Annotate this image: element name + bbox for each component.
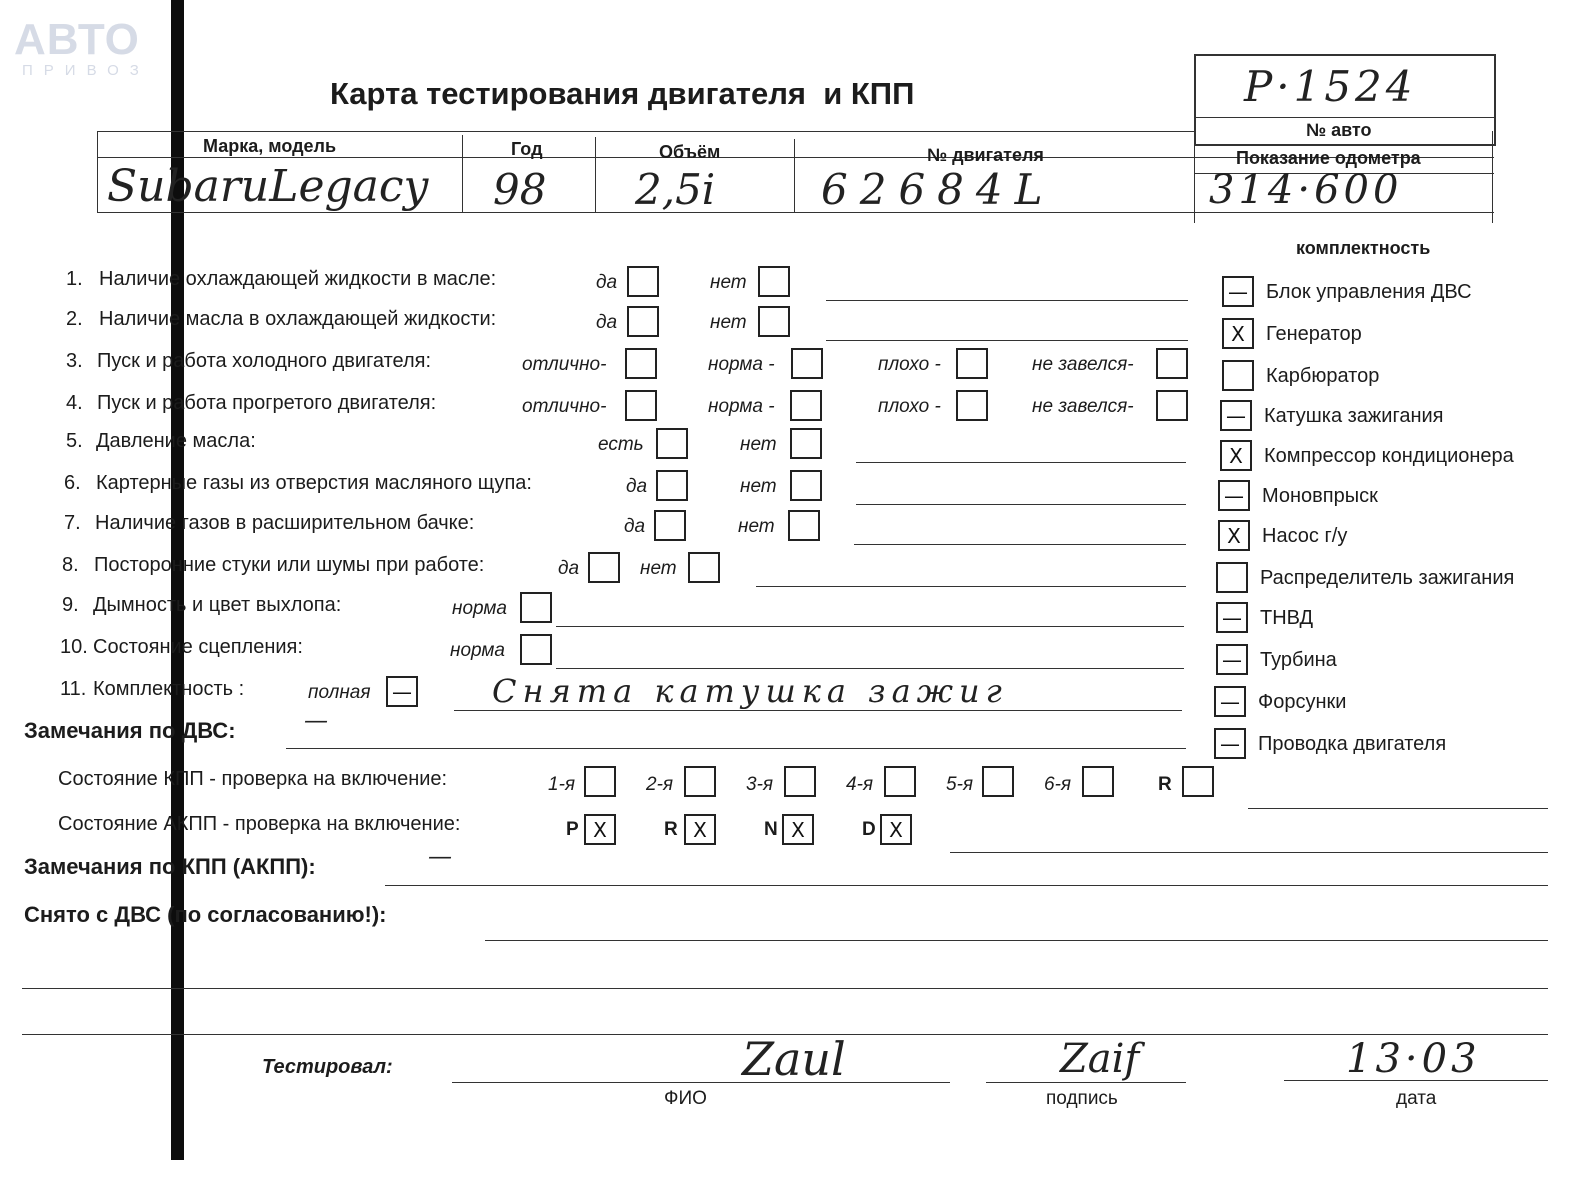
question-text: Наличие охлаждающей жидкости в масле: (99, 268, 497, 290)
option-checkbox[interactable] (1156, 390, 1188, 421)
option-label: не завелся- (1032, 396, 1134, 417)
completeness-label: Карбюратор (1266, 365, 1380, 387)
gear-checkbox[interactable] (884, 766, 916, 797)
watermark-sub: ПРИВОЗ (22, 62, 150, 79)
answer-line (454, 710, 1182, 711)
checkbox-mark (658, 472, 686, 499)
remarks-engine-value: — (304, 706, 328, 734)
gear-checkbox[interactable] (1082, 766, 1114, 797)
option-checkbox[interactable] (654, 510, 686, 541)
completeness-title: комплектность (1296, 238, 1431, 258)
checkbox-mark: X (1229, 443, 1243, 468)
completeness-label: Компрессор кондиционера (1264, 445, 1514, 467)
option-label: плохо - (878, 396, 941, 417)
option-label: да (596, 312, 618, 333)
option-label: нет (710, 272, 747, 293)
option-checkbox[interactable] (790, 470, 822, 501)
remarks-gearbox-value: — (428, 842, 452, 870)
option-label: плохо - (878, 354, 941, 375)
checkbox-mark (522, 594, 550, 621)
question-number: 7. (64, 512, 81, 534)
gear-checkbox[interactable] (1182, 766, 1214, 797)
question-text: Наличие масла в охлаждающей жидкости: (99, 308, 497, 330)
option-label: отлично- (522, 396, 607, 417)
option-label: норма (452, 598, 507, 619)
gear-label: 4-я (846, 774, 874, 795)
option-label: нет (740, 476, 777, 497)
answer-line (856, 462, 1186, 463)
vehicle-table (97, 131, 1494, 223)
question-number: 1. (66, 268, 83, 290)
checkbox-mark (792, 392, 820, 419)
completeness-checkbox[interactable] (1216, 562, 1248, 593)
checkbox-mark: X (693, 817, 707, 842)
question-number: 9. (62, 594, 79, 616)
checkbox-mark (1224, 362, 1252, 389)
col-volume-label: Объём (659, 142, 721, 162)
question-number: 11. (60, 678, 87, 700)
answer-line (856, 504, 1186, 505)
checkbox-mark (686, 768, 714, 795)
gear-label: 3-я (746, 774, 774, 795)
question-number: 2. (66, 308, 83, 330)
option-checkbox[interactable] (791, 348, 823, 379)
checkbox-mark (792, 430, 820, 457)
checkbox-mark (886, 768, 914, 795)
checkbox-mark (1184, 768, 1212, 795)
automatic-label: P (566, 819, 579, 840)
odometer-label: Показание одометра (1236, 148, 1421, 168)
completeness-label: Моновпрыск (1262, 485, 1378, 507)
checkbox-mark (627, 392, 655, 419)
checkbox-mark: — (1226, 403, 1246, 428)
option-label: норма (450, 640, 505, 661)
completeness-label: Генератор (1266, 323, 1362, 345)
answer-line (826, 340, 1188, 341)
checkbox-mark: X (791, 817, 805, 842)
gear-label: 1-я (548, 774, 576, 795)
automatic-label: D (862, 819, 876, 840)
checkbox-mark (522, 636, 550, 663)
gear-label: 5-я (946, 774, 974, 795)
checkbox-mark: X (1231, 321, 1245, 346)
option-checkbox[interactable] (520, 592, 552, 623)
col-engine-label: № двигателя (927, 145, 1044, 165)
option-checkbox[interactable] (956, 348, 988, 379)
tested-label: Тестировал: (262, 1056, 393, 1078)
gearbox-label: Состояние КПП - проверка на включение: (58, 768, 448, 790)
gear-checkbox[interactable] (684, 766, 716, 797)
completeness-checkbox[interactable] (1216, 644, 1248, 675)
checkbox-mark (627, 350, 655, 377)
checkbox-mark (629, 308, 657, 335)
date-label: дата (1396, 1088, 1437, 1109)
option-checkbox[interactable] (1156, 348, 1188, 379)
checkbox-mark (790, 512, 818, 539)
option-checkbox[interactable] (758, 266, 790, 297)
option-checkbox[interactable] (656, 428, 688, 459)
option-label: есть (598, 434, 644, 455)
option-label: норма - (708, 354, 775, 375)
checkbox-mark (792, 472, 820, 499)
volume-value: 2,5i (635, 165, 716, 214)
gear-label: 6-я (1044, 774, 1072, 795)
checkbox-mark (958, 392, 986, 419)
checkbox-mark: — (1220, 689, 1240, 714)
completeness-checkbox[interactable] (1222, 360, 1254, 391)
option-checkbox[interactable] (588, 552, 620, 583)
question-text: Давление масла: (96, 430, 256, 452)
option-label: не завелся- (1032, 354, 1134, 375)
model-value: SubaruLegacy (107, 161, 429, 212)
checkbox-mark (984, 768, 1012, 795)
question-text: Комплектность : (93, 678, 245, 700)
remarks-gearbox-label: Замечания по КПП (АКПП): (24, 854, 316, 879)
question-number: 5. (66, 430, 83, 452)
completeness-checkbox[interactable] (1222, 276, 1254, 307)
completeness-checkbox[interactable] (1220, 440, 1252, 471)
col-year-label: Год (511, 139, 543, 159)
date-value: 13·03 (1346, 1036, 1481, 1082)
option-checkbox[interactable] (790, 428, 822, 459)
option-checkbox[interactable] (386, 676, 418, 707)
option-checkbox[interactable] (520, 634, 552, 665)
completeness-checkbox[interactable] (1222, 318, 1254, 349)
option-label: полная (308, 682, 371, 703)
checkbox-mark: — (1228, 279, 1248, 304)
completeness-checkbox[interactable] (1220, 400, 1252, 431)
signature: Zaif (1060, 1036, 1140, 1082)
completeness-checkbox[interactable] (1216, 602, 1248, 633)
automatic-checkbox[interactable] (880, 814, 912, 845)
checkbox-mark: — (392, 679, 412, 704)
checkbox-mark: — (1220, 731, 1240, 756)
checkbox-mark: X (889, 817, 903, 842)
option-label: да (626, 476, 648, 497)
remarks-engine-label: Замечания по ДВС: (24, 718, 236, 743)
fio-label: ФИО (664, 1088, 707, 1109)
checkbox-mark (690, 554, 718, 581)
checkbox-mark: X (593, 817, 607, 842)
completeness-checkbox[interactable] (1218, 520, 1250, 551)
checkbox-mark (629, 268, 657, 295)
option-label: да (624, 516, 646, 537)
gear-checkbox[interactable] (584, 766, 616, 797)
question-number: 6. (64, 472, 81, 494)
answer-line (556, 626, 1184, 627)
auto-number-label: № авто (1306, 120, 1372, 140)
auto-number-value: P·1524 (1244, 62, 1417, 111)
sign-label: подпись (1046, 1088, 1118, 1109)
odometer-value: 314·600 (1209, 167, 1403, 213)
option-label: нет (640, 558, 677, 579)
completeness-label: Распределитель зажигания (1260, 567, 1515, 589)
completeness-label: Насос г/у (1262, 525, 1348, 547)
checkbox-mark (760, 308, 788, 335)
engine-number-value: 62684L (821, 165, 1055, 214)
question-number: 3. (66, 350, 83, 372)
checkbox-mark: — (1222, 647, 1242, 672)
completeness-checkbox[interactable] (1218, 480, 1250, 511)
checkbox-mark (793, 350, 821, 377)
option-checkbox[interactable] (625, 348, 657, 379)
checkbox-mark (586, 768, 614, 795)
checkbox-mark: X (1227, 523, 1241, 548)
answer-line (556, 668, 1184, 669)
option-checkbox[interactable] (790, 390, 822, 421)
option-checkbox[interactable] (788, 510, 820, 541)
checkbox-mark (1158, 392, 1186, 419)
completeness-checkbox[interactable] (1214, 728, 1246, 759)
completeness-checkbox[interactable] (1214, 686, 1246, 717)
automatic-label: Состояние АКПП - проверка на включение: (58, 813, 461, 835)
checkbox-mark (1218, 564, 1246, 591)
checkbox-mark (658, 430, 686, 457)
checkbox-mark (760, 268, 788, 295)
completeness-label: Проводка двигателя (1258, 733, 1447, 755)
option-checkbox[interactable] (625, 390, 657, 421)
checkbox-mark (590, 554, 618, 581)
option-checkbox[interactable] (956, 390, 988, 421)
gear-checkbox[interactable] (784, 766, 816, 797)
question-text: Наличие газов в расширительном бачке: (95, 512, 475, 534)
gear-label: R (1158, 774, 1172, 795)
option-label: норма - (708, 396, 775, 417)
option-label: отлично- (522, 354, 607, 375)
gear-checkbox[interactable] (982, 766, 1014, 797)
watermark-logo (14, 15, 150, 79)
automatic-checkbox[interactable] (584, 814, 616, 845)
option-checkbox[interactable] (688, 552, 720, 583)
automatic-checkbox[interactable] (782, 814, 814, 845)
checkbox-mark (656, 512, 684, 539)
completeness-label: Турбина (1260, 649, 1337, 671)
question-number: 10. (60, 636, 88, 658)
option-label: да (558, 558, 580, 579)
year-value: 98 (493, 165, 547, 214)
question-text: Картерные газы из отверстия масляного щупа: (96, 472, 532, 494)
checkbox-mark (958, 350, 986, 377)
automatic-label: N (764, 819, 778, 840)
completeness-label: ТНВД (1260, 607, 1314, 629)
fio-value: Zaul (742, 1032, 846, 1086)
answer-line (826, 300, 1188, 301)
gear-label: 2-я (646, 774, 674, 795)
question-text: Пуск и работа прогретого двигателя: (97, 392, 437, 414)
option-checkbox[interactable] (758, 306, 790, 337)
watermark-brand: АВТО (14, 15, 140, 64)
completeness-label: Катушка зажигания (1264, 405, 1444, 427)
option-checkbox[interactable] (627, 306, 659, 337)
option-label: да (596, 272, 618, 293)
page-title: Карта тестирования двигателя и КПП (330, 76, 915, 111)
completeness-label: Блок управления ДВС (1266, 281, 1472, 303)
question-number: 4. (66, 392, 83, 414)
automatic-label: R (664, 819, 678, 840)
question-number: 8. (62, 554, 79, 576)
answer-line (756, 586, 1186, 587)
checkbox-mark (1084, 768, 1112, 795)
question-text: Дымность и цвет выхлопа: (93, 594, 342, 616)
option-label: нет (710, 312, 747, 333)
question-text: Пуск и работа холодного двигателя: (97, 350, 432, 372)
question-text: Посторонние стуки или шумы при работе: (94, 554, 485, 576)
question-text: Состояние сцепления: (93, 636, 303, 658)
option-checkbox[interactable] (627, 266, 659, 297)
checkbox-mark (786, 768, 814, 795)
option-label: нет (740, 434, 777, 455)
checkbox-mark: — (1224, 483, 1244, 508)
checkbox-mark (1158, 350, 1186, 377)
completeness-label: Форсунки (1258, 691, 1347, 713)
checkbox-mark: — (1222, 605, 1242, 630)
answer-line (854, 544, 1186, 545)
option-checkbox[interactable] (656, 470, 688, 501)
col-model-label: Марка, модель (203, 136, 337, 156)
automatic-checkbox[interactable] (684, 814, 716, 845)
removed-label: Снято с ДВС (по согласованию!): (24, 902, 387, 927)
completeness-note: Снята катушка зажиг (492, 672, 1008, 710)
option-label: нет (738, 516, 775, 537)
